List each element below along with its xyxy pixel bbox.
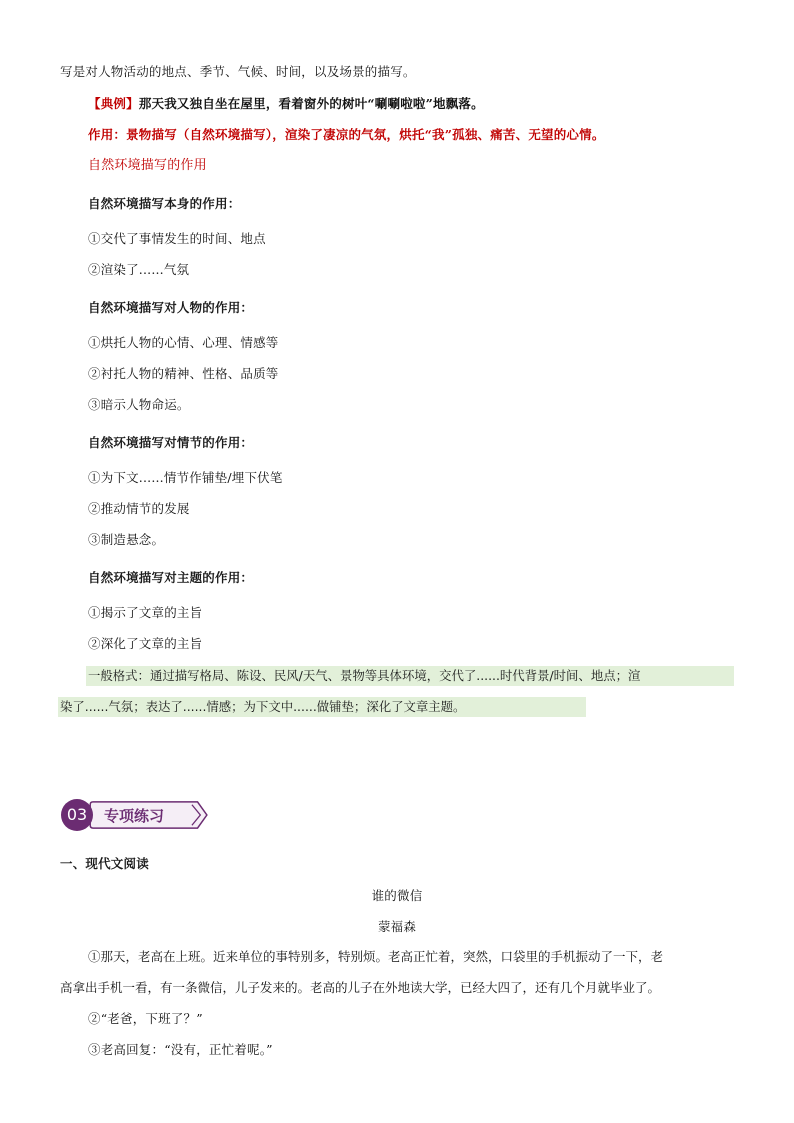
list-item: ①交代了事情发生的时间、地点 [88,231,266,246]
section-title: 专项练习 [104,807,165,825]
intro-line: 写是对人物活动的地点、季节、气候、时间，以及场景的描写。 [60,64,416,79]
section-red-title: 自然环境描写的作用 [88,158,207,173]
list-item: ②推动情节的发展 [88,501,190,516]
format-line-1: 一般格式：通过描写格局、陈设、民风/天气、景物等具体环境，交代了......时代背景/时间、地点；渲 [88,668,641,683]
article-title: 谁的微信 [371,888,423,903]
paragraph-2: ②“老爸，下班了？” [88,1011,203,1026]
paragraph-1-line-1: ①那天，老高在上班。近来单位的事特别多，特别烦。老高正忙着，突然，口袋里的手机振动了一下，老 [88,949,664,964]
part-title: 一、现代文阅读 [60,856,149,871]
list-item: ①为下文......情节作铺垫/埋下伏笔 [88,470,283,485]
group-heading: 自然环境描写本身的作用： [88,196,241,211]
list-item: ①烘托人物的心情、心理、情感等 [88,335,279,350]
format-line-2: 染了......气氛；表达了......情感；为下文中......做铺垫；深化了文章主题。 [60,699,466,714]
section-number-badge: 03 [61,799,93,831]
group-heading: 自然环境描写对情节的作用： [88,435,254,450]
article-author: 蒙福森 [377,919,417,934]
list-item: ②衬托人物的精神、性格、品质等 [88,366,279,381]
list-item: ②深化了文章的主旨 [88,636,203,651]
list-item: ③制造悬念。 [88,532,165,547]
example-text: 那天我又独自坐在屋里，看着窗外的树叶“唰唰啦啦”地飘落。 [138,96,484,111]
group-heading: 自然环境描写对主题的作用： [88,570,254,585]
group-heading: 自然环境描写对人物的作用： [88,300,254,315]
effect-line: 作用：景物描写（自然环境描写），渲染了凄凉的气氛，烘托“我”孤独、痛苦、无望的心情。 [88,127,605,142]
paragraph-1-line-2: 高拿出手机一看，有一条微信，儿子发来的。老高的儿子在外地读大学，已经大四了，还有几个月就毕业了。 [60,980,661,995]
example-label: 【典例】 [88,96,139,111]
list-item: ②渲染了......气氛 [88,262,190,277]
paragraph-3: ③老高回复：“没有，正忙着呢。” [88,1042,273,1057]
list-item: ③暗示人物命运。 [88,397,190,412]
list-item: ①揭示了文章的主旨 [88,605,203,620]
example-line [88,95,484,113]
